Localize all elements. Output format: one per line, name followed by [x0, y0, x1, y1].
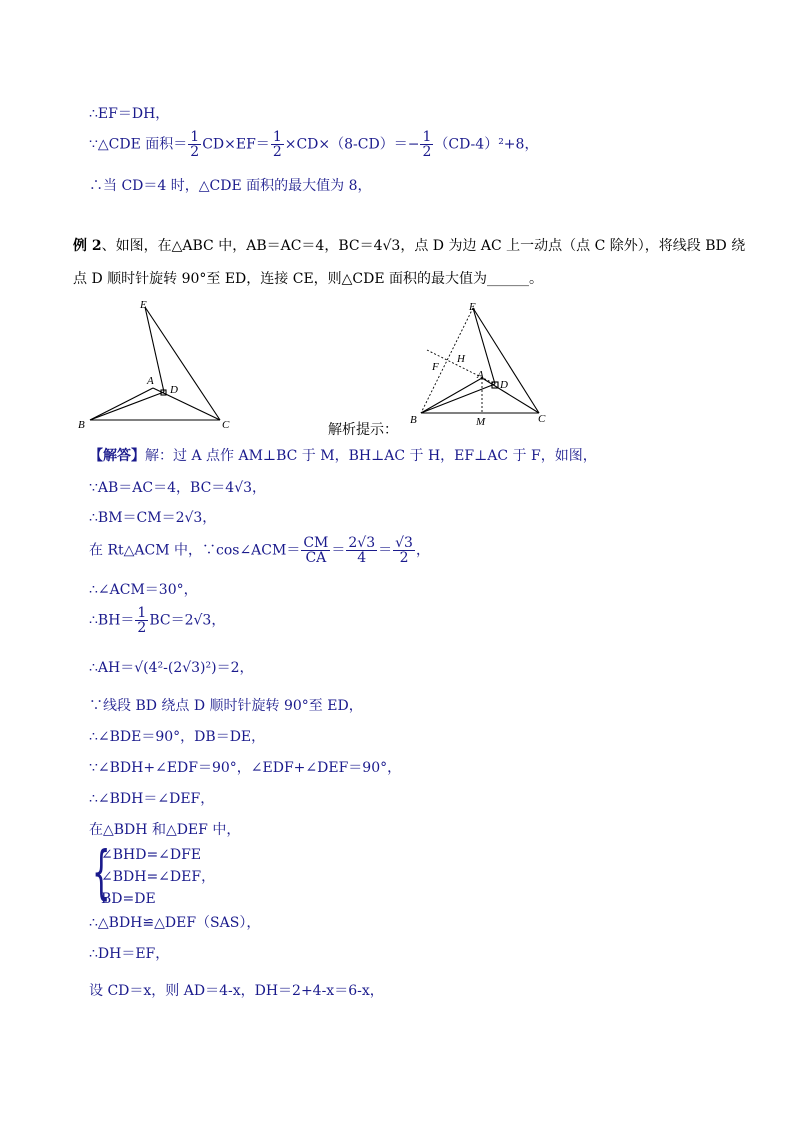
cos-text: 在 Rt△ACM 中，∵cos∠ACM＝: [89, 542, 301, 559]
figure-2: [405, 298, 565, 433]
fraction-2sqrt3-4: $\frac{2√3}{4}$: [348, 535, 376, 566]
answer-blank: ______: [487, 271, 530, 287]
solution-line-14: ∴DH＝EF，: [89, 946, 170, 962]
line-ef-dh: ∴EF＝DH，: [89, 106, 170, 122]
fig1-label-a: A: [147, 375, 154, 387]
example-line-1: [73, 230, 745, 263]
line-area-formula: [89, 130, 538, 159]
fig2-label-f: F: [432, 361, 439, 373]
solution-line-3: ∴BM＝CM＝2√3，: [89, 510, 217, 526]
example-end: 。: [529, 271, 544, 287]
solution-line-4: 在 Rt△ACM 中，∵cos∠ACM＝ $\frac{CM}{CA}$ ＝ $\frac{2√3}{4}$ ＝ $\frac{√3}{2}$ ，: [89, 535, 430, 566]
area-text: ∵△CDE 面积＝: [89, 136, 188, 153]
figure-1: [75, 300, 255, 430]
fraction-cm-ca: $\frac{CM}{CA}$: [303, 535, 329, 566]
solution-line-11: ∴∠BDH＝∠DEF，: [89, 791, 215, 807]
hint-label: 解析提示：: [328, 422, 398, 438]
fig2-label-d: D: [500, 379, 508, 391]
fig1-label-d: D: [170, 384, 178, 396]
system-line-2: ∠BDH=∠DEF，: [101, 869, 216, 885]
fraction-half-3: $\frac{1}{2}$: [422, 129, 432, 160]
fraction-half-2: $\frac{1}{2}$: [272, 129, 282, 160]
solution-line-13: ∴△BDH≌△DEF（SAS），: [89, 915, 261, 931]
area-text-2: CD×EF＝: [202, 136, 270, 153]
fig2-label-a: A: [477, 369, 484, 381]
solution-line-6: [89, 606, 225, 635]
fraction-sqrt3-2: $\frac{√3}{2}$: [395, 535, 413, 566]
fig2-label-b: B: [410, 414, 417, 426]
fig2-label-h: H: [457, 353, 465, 365]
solution-line-10: ∵∠BDH+∠EDF＝90°，∠EDF+∠DEF＝90°，: [89, 760, 402, 776]
solution-line-12: 在△BDH 和△DEF 中，: [89, 822, 241, 838]
solution-line-5: ∴∠ACM＝30°，: [89, 582, 198, 598]
example-text-1: 、如图，在△ABC 中，AB＝AC＝4，BC＝4√3，点 D 为边 AC 上一动点（点 C 除外），将线段 BD 绕: [101, 238, 746, 254]
solution-line-1: [89, 446, 597, 466]
fig1-label-e: E: [140, 300, 147, 311]
solution-line-2: ∵AB＝AC＝4，BC＝4√3，: [89, 480, 267, 496]
example-label: 例 2: [73, 238, 102, 254]
solution-line-9: ∴∠BDE＝90°，DB＝DE，: [89, 729, 266, 745]
fraction-half: $\frac{1}{2}$: [190, 129, 200, 160]
line-max-area: ∴当 CD＝4 时，△CDE 面积的最大值为 8，: [89, 178, 372, 194]
solution-line-15: 设 CD＝x，则 AD＝4-x，DH＝2+4-x＝6-x，: [89, 983, 384, 999]
fraction-half-4: $\frac{1}{2}$: [137, 605, 147, 636]
fig2-label-e: E: [469, 301, 476, 313]
area-text-3: ×CD×（8-CD）＝−: [284, 136, 420, 153]
system-line-3: BD=DE: [101, 891, 156, 907]
bh-text: ∴BH＝: [89, 612, 135, 629]
fig2-label-m: M: [476, 416, 486, 428]
system-line-1: ∠BHD=∠DFE: [101, 847, 202, 863]
solution-line-7: ∴AH＝√(4²-(2√3)²)＝2，: [89, 660, 254, 676]
solution-line-8: ∵线段 BD 绕点 D 顺时针旋转 90°至 ED，: [89, 698, 363, 714]
bh-text-2: BC＝2√3，: [149, 612, 226, 629]
fig1-label-b: B: [78, 419, 85, 430]
example-line-2: [73, 263, 543, 296]
area-text-4: （CD-4）²+8，: [434, 136, 539, 153]
fig2-label-c: C: [538, 413, 546, 425]
system-brace: {: [92, 838, 111, 906]
example-text-2: 点 D 顺时针旋转 90°至 ED，连接 CE，则△CDE 面积的最大值为: [73, 271, 488, 287]
solution-tag: 【解答】: [89, 448, 145, 464]
solution-text-1: 解：过 A 点作 AM⊥BC 于 M，BH⊥AC 于 H，EF⊥AC 于 F，如图，: [145, 448, 597, 464]
fig1-label-c: C: [222, 419, 230, 430]
